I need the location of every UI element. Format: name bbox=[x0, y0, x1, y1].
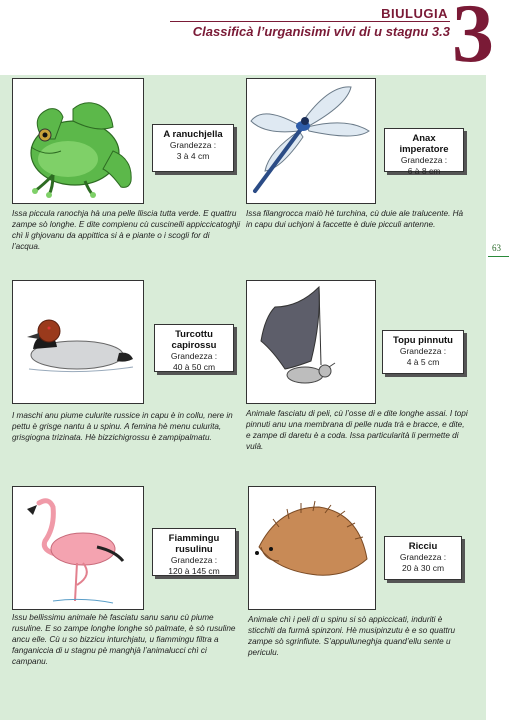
frog-size-label: Grandezza : bbox=[169, 140, 217, 150]
subject-label: BIULUGIA bbox=[381, 6, 448, 21]
dragonfly-name-box bbox=[384, 128, 464, 176]
flamingo-image bbox=[12, 486, 144, 610]
frog-size: 3 à 4 cm bbox=[176, 151, 210, 161]
page-number: 63 bbox=[492, 243, 501, 253]
dragonfly-name: Anax imperatore bbox=[399, 133, 449, 155]
hedgehog-size: 20 à 30 cm bbox=[401, 563, 445, 573]
flamingo-size-label: Grandezza : bbox=[170, 555, 218, 565]
page-title: Classificà l’urganisimi vivi di u stagnu 3.3 bbox=[192, 24, 450, 39]
bat-size: 4 à 5 cm bbox=[406, 357, 440, 367]
bat-name-box bbox=[382, 330, 464, 374]
hedgehog-size-label: Grandezza : bbox=[399, 552, 447, 562]
hedgehog-image bbox=[248, 486, 376, 610]
flamingo-description: Issu bellissimu animale hè fasciatu sanu sanu cù piume rusuline. E so zampe longhe longhe sò palmate, è sò rusuline ancu elle. Cù u so bizzicu inturchjatu, u fiammingu filtra a fanganiccia di u stagnu pè manghjà l’animalucci chì ci campanu. bbox=[12, 613, 236, 666]
dragonfly-size-label: Grandezza : bbox=[400, 155, 448, 165]
chapter-number: 3 bbox=[452, 0, 494, 80]
page-number-rule bbox=[488, 256, 509, 257]
bat-description: Animale fasciatu di peli, cù l’osse di e dite longhe assai. I topi pinnuti anu una membrana di pelle nuda trà e bracce, e dite, e zampe di daretu è a coda. Issa particularità li permette di vulà. bbox=[246, 409, 468, 451]
bat-name: Topu pinnutu bbox=[393, 335, 453, 346]
dragonfly-image bbox=[246, 78, 376, 204]
bat-size-label: Grandezza : bbox=[399, 346, 447, 356]
frog-name-box bbox=[152, 124, 234, 172]
hedgehog-name-box bbox=[384, 536, 462, 580]
duck-size-label: Grandezza : bbox=[170, 351, 218, 361]
duck-image bbox=[12, 280, 144, 404]
dragonfly-size: 6 à 8 cm bbox=[407, 166, 441, 176]
duck-description: I maschi anu piume culurite russice in capu è in collu, nere in pettu è grisge nantu à u spinu. A femina hè menu culurita, grisgiogna trizinata. Hè bizzichigrossu è zampipalmatu. bbox=[12, 411, 233, 442]
frog-description: Issa piccula ranochja hà una pelle lliscia tutta verde. E quattru zampe sò longhe. E dite compienu cù cuscinelli appiccicatoghji chì li ghjovanu da appittica si à e piante o i scogli for di l’acqua. bbox=[12, 209, 241, 251]
flamingo-name-box bbox=[152, 528, 236, 576]
hedgehog-name: Ricciu bbox=[408, 541, 438, 552]
duck-name-box bbox=[154, 324, 234, 372]
frog-image bbox=[12, 78, 144, 204]
flamingo-size: 120 à 145 cm bbox=[168, 566, 220, 576]
bat-image bbox=[246, 280, 376, 404]
duck-name: Turcottu capirossu bbox=[171, 329, 217, 351]
dragonfly-description: Issa filangrocca maiò hè turchina, cù duie ale tralucente. Hà in capu dui uchjoni à faccette è duie picculi antenne. bbox=[246, 209, 464, 229]
flamingo-name: Fiammingu rusulinu bbox=[168, 533, 220, 555]
hedgehog-description: Animale chì i peli di u spinu si sò appiccicati, induriti è sticchiti da furmà spinzoni. Hè musipinzutu è e so quattru zampe sò sgrinfiute. S’appulluneghja quand’ellu sente u periculu. bbox=[248, 615, 456, 657]
frog-name: A ranuchjella bbox=[163, 129, 223, 140]
header-rule bbox=[170, 21, 450, 22]
duck-size: 40 à 50 cm bbox=[172, 362, 216, 372]
